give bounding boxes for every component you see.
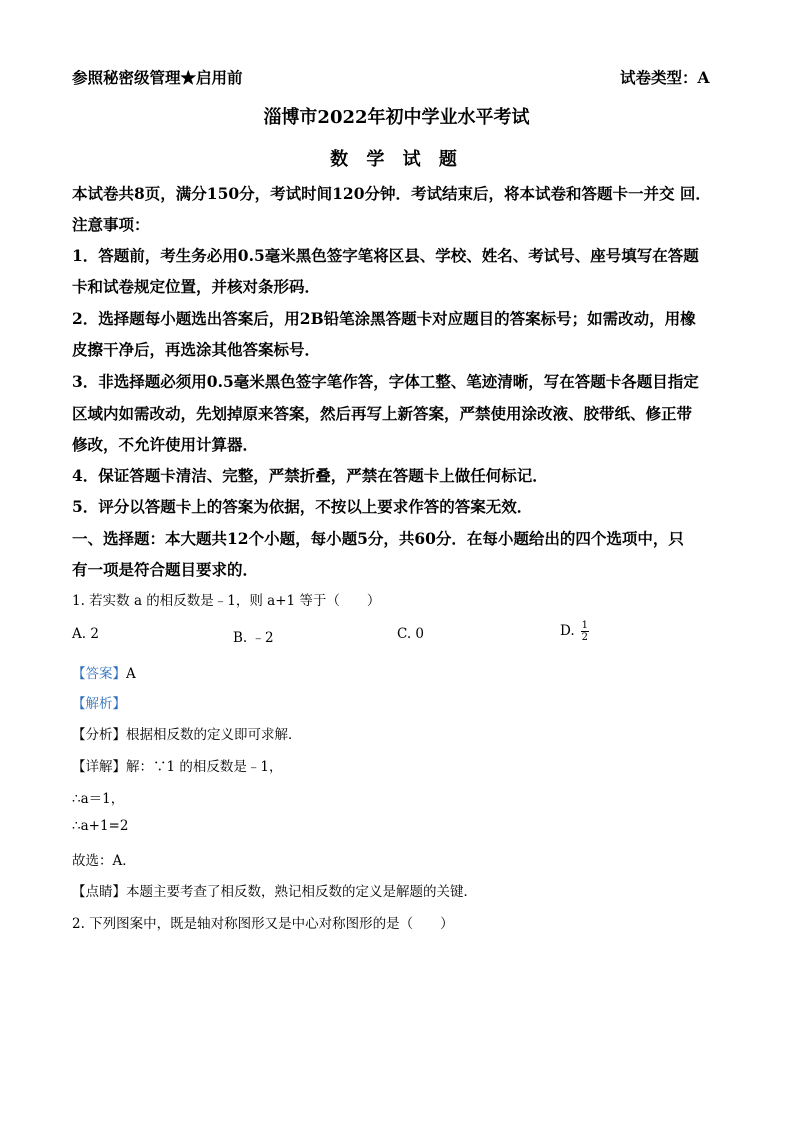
option-b: B. ﹣2 — [233, 630, 274, 646]
note-line: 2．选择题每小题选出答案后，用2B铅笔涂黑答题卡对应题目的答案标号；如需改动，用橡 — [72, 309, 696, 328]
note-line: 修改，不允许使用计算器． — [72, 435, 259, 454]
xiangjie-tag: 【详解】 — [72, 759, 126, 775]
dianjing-line — [72, 880, 477, 900]
fenxi-tag: 【分析】 — [72, 727, 126, 743]
note-line: 卡和试卷规定位置，并核对条形码． — [72, 277, 321, 296]
dianjing-tag: 【点睛】 — [72, 884, 126, 900]
solution-step: ∴a+1=2 — [72, 818, 129, 834]
option-c: C. 0 — [397, 626, 425, 642]
answer-tag: 【答案】 — [72, 666, 126, 682]
analysis-tag: 【解析】 — [72, 696, 126, 712]
solution-step: ∴a＝1， — [72, 791, 125, 807]
choice-line: 故选：A． — [72, 853, 136, 869]
note-line: 4．保证答题卡清洁、完整，严禁折叠，严禁在答题卡上做任何标记． — [72, 466, 548, 485]
xiangjie-text: 解：∵1 的相反数是﹣1， — [126, 759, 283, 775]
option-d-label: D. — [560, 623, 575, 639]
dianjing-text: 本题主要考查了相反数，熟记相反数的定义是解题的关键． — [126, 884, 477, 900]
question-1-stem: 1. 若实数 a 的相反数是﹣1，则 a+1 等于（ ） — [72, 593, 381, 609]
secret-label: 参照秘密级管理★启用前 — [72, 68, 243, 87]
question-2-stem: 2. 下列图案中，既是轴对称图形又是中心对称图形的是（ ） — [72, 916, 454, 932]
fraction-numerator: 1 — [581, 620, 589, 631]
exam-subtitle: 数 学 试 题 — [330, 149, 463, 170]
fraction-denominator: 2 — [581, 632, 589, 643]
option-a: A. 2 — [72, 626, 99, 642]
option-d — [560, 620, 589, 643]
xiangjie-line — [72, 755, 282, 775]
fenxi-line — [72, 723, 302, 743]
note-line: 区域内如需改动，先划掉原来答案，然后再写上新答案，严禁使用涂改液、胶带纸、修正带 — [72, 404, 693, 423]
note-line: 3．非选择题必须用0.5毫米黑色签字笔作答，字体工整、笔迹清晰，写在答题卡各题目指定 — [72, 372, 699, 391]
section-heading: 有一项是符合题目要求的． — [72, 560, 259, 579]
note-line: 皮擦干净后，再选涂其他答案标号． — [72, 340, 321, 359]
section-heading: 一、选择题：本大题共12个小题，每小题5分，共60分．在每小题给出的四个选项中，只 — [72, 529, 684, 548]
note-line: 1．答题前，考生务必用0.5毫米黑色签字笔将区县、学校、姓名、考试号、座号填写在答题 — [72, 246, 699, 265]
exam-title: 淄博市2022年初中学业水平考试 — [263, 107, 530, 128]
paper-type: 试卷类型：A — [620, 68, 710, 87]
fraction — [581, 620, 589, 643]
answer-line — [72, 662, 136, 682]
intro-text: 本试卷共8页，满分150分，考试时间120分钟．考试结束后，将本试卷和答题卡一并交 回． — [72, 184, 711, 203]
answer-value: A — [126, 666, 136, 682]
note-line: 5．评分以答题卡上的答案为依据，不按以上要求作答的答案无效． — [72, 497, 533, 516]
fenxi-text: 根据相反数的定义即可求解． — [126, 727, 302, 743]
notes-heading: 注意事项： — [72, 215, 150, 234]
